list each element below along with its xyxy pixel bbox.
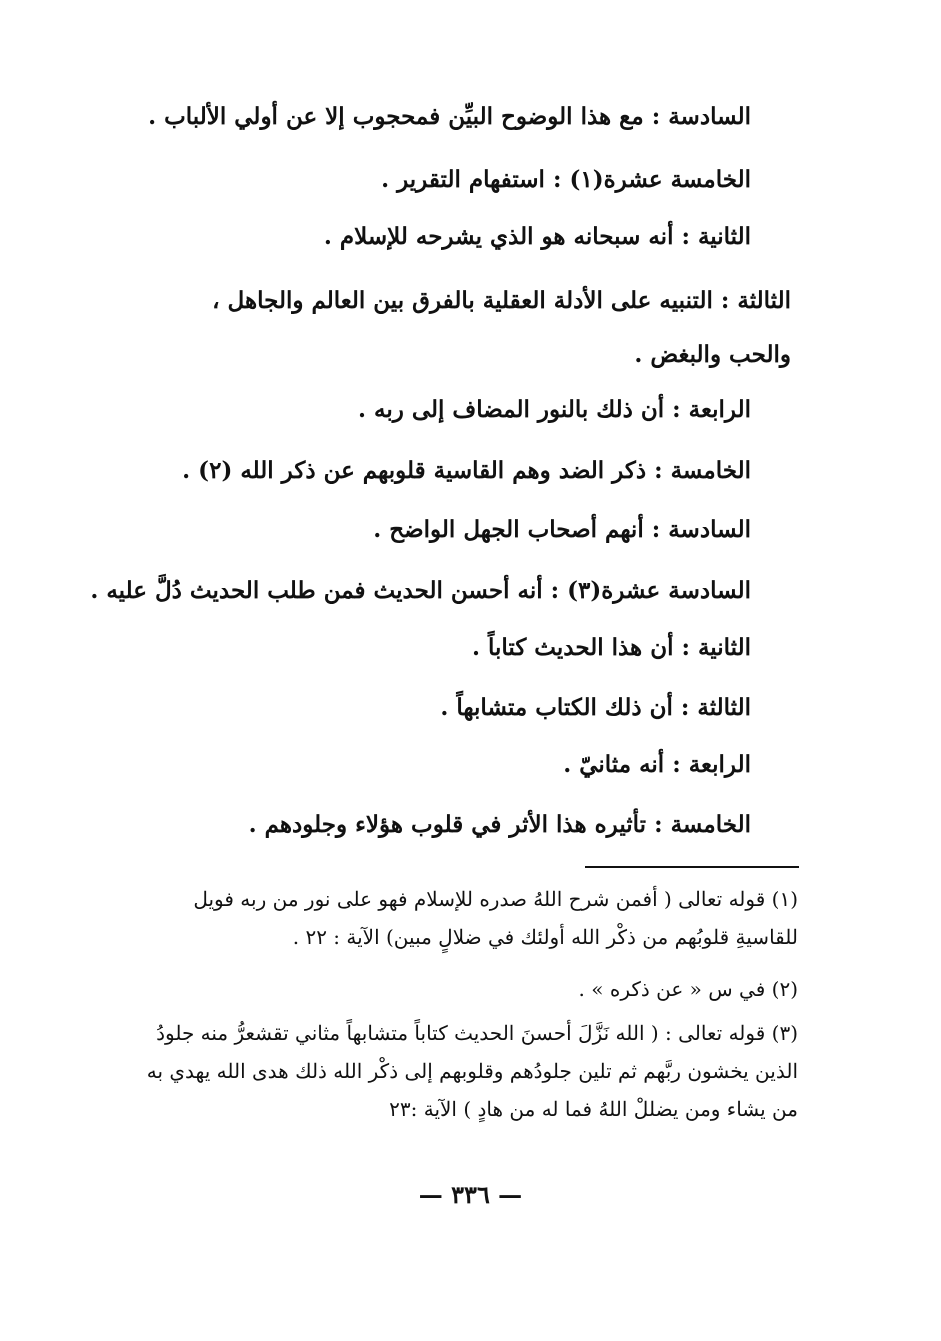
page-number: — ٣٣٦ —	[418, 1180, 523, 1209]
text-line-10: الثالثة : أن ذلك الكتاب متشابهاً .	[440, 694, 751, 721]
text-line-3: الثانية : أنه سبحانه هو الذي يشرحه للإسلام .	[323, 223, 751, 250]
text-line-4: الثالثة : التنبيه على الأدلة العقلية بالفرق بين العالم والجاهل ، والحب والبغض .	[212, 287, 791, 368]
footnote-1: (١) قوله تعالى ( أفمن شرح اللهُ صدره للإسلام فهو على نور من ربه فويل للقاسيةِ قلوبُهم من ذكْر الله أولئك في ضلالٍ مبين) الآية : ٢٢ .	[193, 887, 798, 949]
text-line-11: الرابعة : أنه مثانيّ .	[563, 751, 751, 778]
footnote-divider	[585, 866, 799, 868]
text-line-9: الثانية : أن هذا الحديث كتاباً .	[471, 634, 751, 661]
footnote-2: (٢) في س « عن ذكره » .	[578, 977, 798, 1001]
text-line-2: الخامسة عشرة(١) : استفهام التقرير .	[381, 166, 751, 193]
text-line-5: الرابعة : أن ذلك بالنور المضاف إلى ربه .	[357, 396, 751, 423]
text-line-1: السادسة : مع هذا الوضوح البيِّن فمحجوب إلا عن أولي الألباب .	[148, 103, 751, 130]
footnote-3: (٣) قوله تعالى : ( الله نَزَّلَ أحسنَ الحديث كتاباً متشابهاً مثاني تقشعرُّ منه جلودُ الذين يخشون ربَّهم ثم تلين جلودُهم وقلوبهم إلى ذكْر الله ذلك هدى الله يهدي به من يشاء ومن يضللْ اللهُ فما له من هادٍ ) الآية :٢٣	[146, 1021, 798, 1121]
text-line-6: الخامسة : ذكر الضد وهم القاسية قلوبهم عن ذكر الله (٢) .	[182, 457, 751, 484]
text-line-7: السادسة : أنهم أصحاب الجهل الواضح .	[373, 516, 751, 543]
text-line-12: الخامسة : تأثيره هذا الأثر في قلوب هؤلاء وجلودهم .	[248, 811, 751, 838]
text-line-8: السادسة عشرة(٣) : أنه أحسن الحديث فمن طلب الحديث دُلَّ عليه .	[90, 577, 751, 604]
